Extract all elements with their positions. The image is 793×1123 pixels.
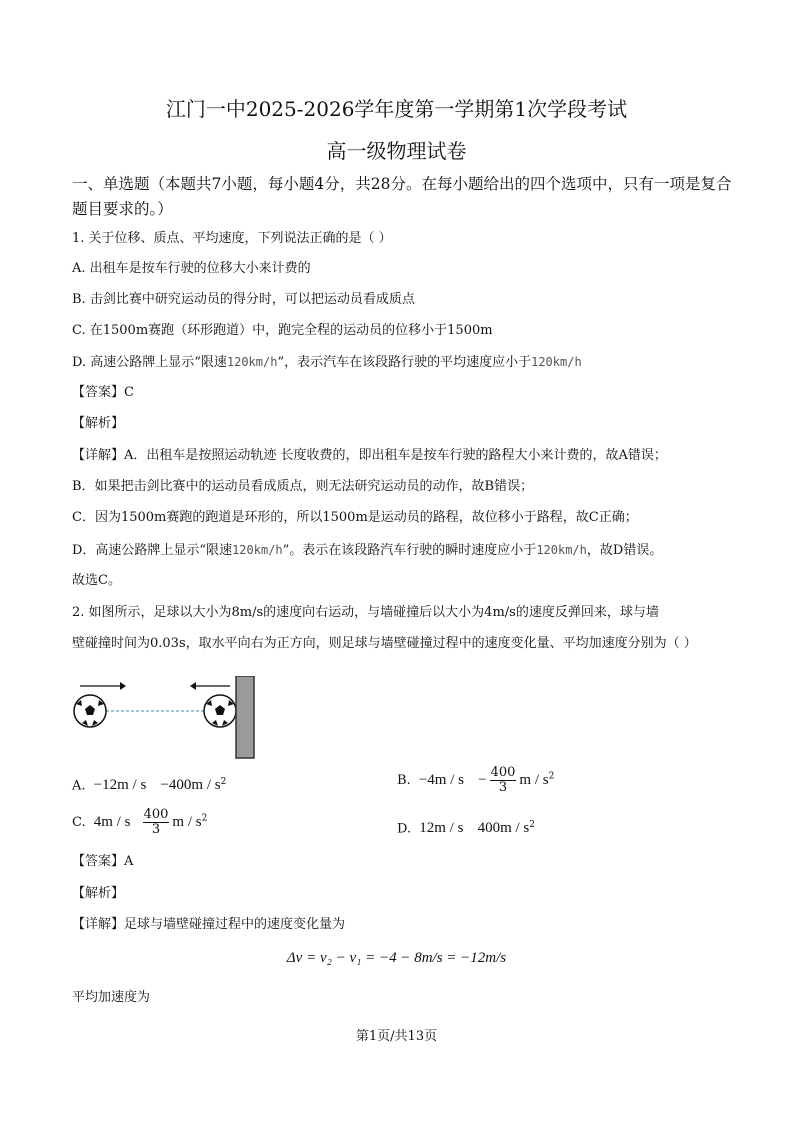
q2-option-b-denominator: 3 (498, 780, 508, 795)
q2-option-b (397, 766, 554, 795)
soccer-ball-left-icon (74, 695, 106, 727)
q2-option-b-square: 2 (548, 771, 555, 782)
q1-detail-3: C．因为1500m赛跑的跑道是环形的，所以1500m是运动员的路程，故位移小于路程，故C正确； (72, 510, 638, 525)
q2-option-d-square: 2 (529, 820, 535, 830)
q2-option-a-velocity: −12m / s (93, 777, 147, 794)
q2-option-b-velocity: −4m / s (418, 772, 464, 788)
soccer-ball-right-icon (204, 695, 236, 727)
q2-option-b-sign: − (478, 772, 487, 788)
q2-option-a (72, 772, 226, 796)
q1-detail-4-mid: ”。表示在该段路汽车行驶的瞬时速度应小于 (282, 543, 537, 558)
q1-option-d (72, 352, 582, 373)
q1-detail-1: 【详解】A．出租车是按照运动轨迹 长度收费的，即出租车是按车行驶的路程大小来计费的，故A错误； (72, 448, 667, 463)
q2-option-c-unit: m / s (172, 814, 202, 830)
q1-option-d-speed-2: 120km/h (531, 355, 582, 369)
section-heading: 一、单选题（本题共7小题，每小题4分，共28分。在每小题给出的四个选项中，只有一项是复合题目要求的。） (72, 175, 732, 218)
arrow-right-icon (80, 682, 126, 690)
q2-detail-2: 平均加速度为 (72, 990, 151, 1005)
q2-answer: 【答案】A (72, 854, 134, 869)
q2-option-c-square: 2 (201, 813, 208, 824)
q2-option-c-numerator: 400 (143, 807, 169, 822)
title-line-2: 高一级物理试卷 (326, 139, 467, 163)
q1-detail-4-speed-2: 120km/h (536, 543, 587, 557)
q1-detail-4-pre: D．高速公路牌上显示“限速 (72, 543, 233, 558)
q1-detail-4-post: ，故D错误。 (586, 543, 663, 558)
q1-detail-4 (72, 540, 662, 561)
q2-option-a-square: 2 (220, 777, 227, 787)
q2-analysis-label: 【解析】 (72, 886, 125, 901)
q2-option-d (397, 815, 535, 839)
q2-stem-line-2: 壁碰撞时间为0.03s，取水平向右为正方向，则足球与墙壁碰撞过程中的速度变化量、平均加速度分别为（ ） (72, 636, 697, 651)
q2-option-c-label: C. (72, 815, 86, 830)
q2-option-d-label: D. (397, 821, 412, 837)
q1-option-a: A. 出租车是按车行驶的位移大小来计费的 (72, 261, 311, 276)
q2-option-d-velocity: 12m / s (419, 820, 464, 837)
q1-option-b: B. 击剑比赛中研究运动员的得分时，可以把运动员看成质点 (72, 292, 415, 307)
q1-conclusion: 故选C。 (72, 573, 121, 588)
q1-option-d-mid: ”，表示汽车在该段路行驶的平均速度应小于 (277, 355, 532, 370)
q1-stem: 1. 关于位移、质点、平均速度，下列说法正确的是（ ） (72, 231, 392, 246)
q2-option-b-label: B. (397, 773, 411, 788)
q1-option-d-speed-1: 120km/h (226, 355, 278, 369)
q2-option-b-fraction (490, 766, 517, 795)
title-line-1: 江门一中2025-2026学年度第一学期第1次学段考试 (165, 97, 628, 121)
q2-option-c (72, 808, 207, 837)
q2-option-c-velocity: 4m / s (93, 814, 131, 830)
q1-option-c: C. 在1500m赛跑（环形跑道）中，跑完全程的运动员的位移小于1500m (72, 323, 493, 338)
q2-figure (68, 676, 258, 762)
q2-option-c-denominator: 3 (151, 822, 161, 837)
q1-detail-4-speed-1: 120km/h (232, 543, 283, 557)
q2-option-b-numerator: 400 (490, 765, 516, 780)
q2-equation: Δv = v₂ − v₁ = −4 − 8m/s = −12m/s (286, 950, 507, 966)
q1-analysis-label: 【解析】 (72, 416, 125, 431)
q2-detail-1: 【详解】足球与墙壁碰撞过程中的速度变化量为 (72, 917, 346, 932)
q2-stem-line-1: 2. 如图所示，足球以大小为8m/s的速度向右运动，与墙碰撞后以大小为4m/s的速度反弹回来，球与墙 (72, 605, 659, 620)
q2-option-a-label: A. (72, 778, 86, 794)
q1-answer: 【答案】C (72, 385, 134, 400)
q2-option-a-acceleration: −400m / s (160, 777, 221, 794)
arrow-left-icon (190, 682, 230, 690)
q1-option-d-pre: D. 高速公路牌上显示“限速 (72, 355, 227, 370)
q2-option-d-acceleration: 400m / s (477, 820, 530, 837)
q2-option-c-fraction (143, 808, 170, 837)
wall (236, 676, 254, 758)
q1-detail-2: B．如果把击剑比赛中的运动员看成质点，则无法研究运动员的动作，故B错误； (72, 479, 534, 494)
page-footer: 第1页/共13页 (355, 1029, 438, 1044)
q2-option-b-unit: m / s (519, 772, 549, 788)
